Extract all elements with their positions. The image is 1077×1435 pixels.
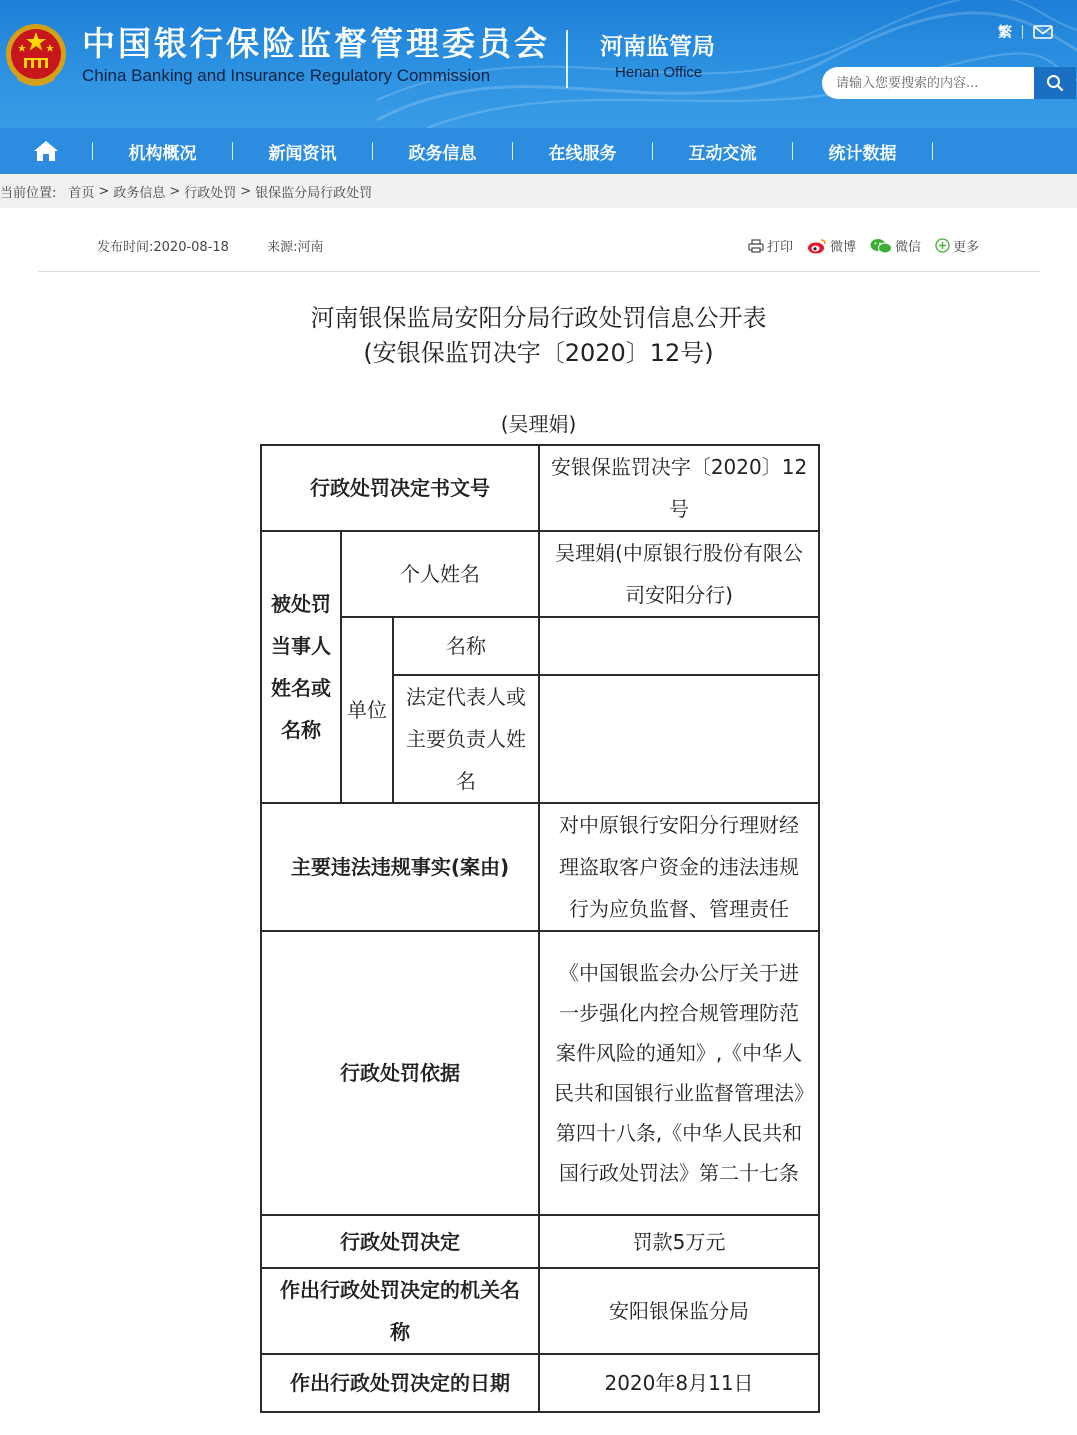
- nav-item-interaction[interactable]: 互动交流: [688, 143, 757, 164]
- nav-item-online-service[interactable]: 在线服务: [548, 143, 617, 164]
- office-title-english: Henan Office: [615, 64, 703, 81]
- office-title: 河南监管局: [600, 34, 715, 60]
- decision-value: 罚款5万元: [539, 1215, 819, 1268]
- more-label: 更多: [953, 240, 980, 255]
- share-wechat-button[interactable]: [870, 236, 921, 255]
- publish-date: 发布时间:2020-08-18: [97, 240, 229, 255]
- main-nav: [0, 128, 1077, 174]
- table-row: [261, 1215, 819, 1268]
- legal-rep-value: [539, 675, 819, 803]
- table-row: [261, 617, 819, 675]
- nav-item-about[interactable]: 机构概况: [128, 143, 197, 164]
- search-box: [822, 67, 1076, 99]
- table-row: [261, 531, 819, 617]
- print-label: 打印: [767, 240, 794, 255]
- article-source: 来源:河南: [267, 240, 324, 255]
- table-row: [261, 445, 819, 531]
- breadcrumb-penalty[interactable]: 行政处罚: [184, 185, 237, 201]
- table-row: [261, 1354, 819, 1412]
- weibo-icon: [807, 238, 827, 254]
- doc-number-value: 安银保监罚决字〔2020〕12号: [539, 445, 819, 531]
- party-label: 被处罚当事人姓名或名称: [261, 531, 341, 803]
- article-meta: [97, 236, 323, 255]
- utility-divider: [1022, 25, 1023, 39]
- table-row: [261, 931, 819, 1215]
- share-more-button[interactable]: [935, 236, 979, 255]
- wechat-icon: [870, 238, 892, 254]
- nav-item-statistics[interactable]: 统计数据: [828, 143, 897, 164]
- weibo-label: 微博: [830, 240, 857, 255]
- header-utilities: [998, 22, 1053, 42]
- title-divider: [566, 30, 568, 88]
- facts-value: 对中原银行安阳分行理财经理盗取客户资金的违法违规行为应负监督、管理责任: [539, 803, 819, 931]
- nav-item-news[interactable]: 新闻资讯: [268, 143, 337, 164]
- basis-value: 《中国银监会办公厅关于进一步强化内控合规管理防范案件风险的通知》,《中华人民共和国银行业监督管理法》第四十八条,《中华人民共和国行政处罚法》第二十七条: [539, 931, 819, 1215]
- search-input[interactable]: [822, 68, 1032, 98]
- authority-value: 安阳银保监分局: [539, 1268, 819, 1354]
- breadcrumb-government-info[interactable]: 政务信息: [113, 185, 166, 201]
- home-icon: [33, 140, 59, 162]
- person-name-value: 吴理娟(中原银行股份有限公司安阳分行): [539, 531, 819, 617]
- basis-label: 行政处罚依据: [261, 931, 539, 1215]
- nav-item-government-info[interactable]: 政务信息: [408, 143, 477, 164]
- breadcrumb: [0, 174, 1077, 208]
- penalized-person: (吴理娟): [500, 412, 577, 436]
- person-name-label: 个人姓名: [341, 531, 539, 617]
- breadcrumb-separator: >: [169, 183, 181, 199]
- search-icon: [1046, 74, 1064, 92]
- nav-divider: [932, 142, 933, 160]
- legal-rep-label: 法定代表人或主要负责人姓名: [393, 675, 539, 803]
- traditional-chinese-link[interactable]: 繁: [998, 25, 1012, 41]
- document-subtitle: (安银保监罚决字〔2020〕12号): [363, 339, 714, 367]
- breadcrumb-label: 当前位置:: [0, 185, 57, 201]
- meta-divider: [38, 271, 1040, 272]
- unit-name-label: 名称: [393, 617, 539, 675]
- breadcrumb-separator: >: [240, 183, 252, 199]
- facts-label: 主要违法违规事实(案由): [261, 803, 539, 931]
- plus-icon: [935, 238, 950, 253]
- site-header: [0, 0, 1077, 128]
- penalty-table: [260, 444, 820, 1413]
- authority-label: 作出行政处罚决定的机关名称: [261, 1268, 539, 1354]
- printer-icon: [748, 239, 764, 253]
- unit-name-value: [539, 617, 819, 675]
- site-title: 中国银行保险监督管理委员会: [82, 24, 550, 63]
- unit-label: 单位: [341, 617, 393, 803]
- document-title: 河南银保监局安阳分局行政处罚信息公开表: [310, 304, 767, 332]
- site-title-english: China Banking and Insurance Regulatory Commission: [82, 66, 491, 85]
- breadcrumb-separator: >: [98, 183, 110, 199]
- date-label: 作出行政处罚决定的日期: [261, 1354, 539, 1412]
- date-value: 2020年8月11日: [539, 1354, 819, 1412]
- breadcrumb-home[interactable]: 首页: [68, 185, 95, 201]
- wechat-label: 微信: [895, 240, 922, 255]
- search-button[interactable]: [1034, 67, 1076, 99]
- mail-icon[interactable]: [1033, 25, 1053, 39]
- nav-home[interactable]: [0, 128, 92, 174]
- breadcrumb-branch-penalty[interactable]: 银保监分局行政处罚: [255, 185, 373, 201]
- print-button[interactable]: [748, 236, 793, 255]
- decision-label: 行政处罚决定: [261, 1215, 539, 1268]
- table-row: [261, 803, 819, 931]
- table-row: [261, 1268, 819, 1354]
- doc-number-label: 行政处罚决定书文号: [261, 445, 539, 531]
- share-weibo-button[interactable]: [807, 236, 856, 255]
- national-emblem-icon: [4, 22, 68, 90]
- share-bar: [748, 236, 979, 255]
